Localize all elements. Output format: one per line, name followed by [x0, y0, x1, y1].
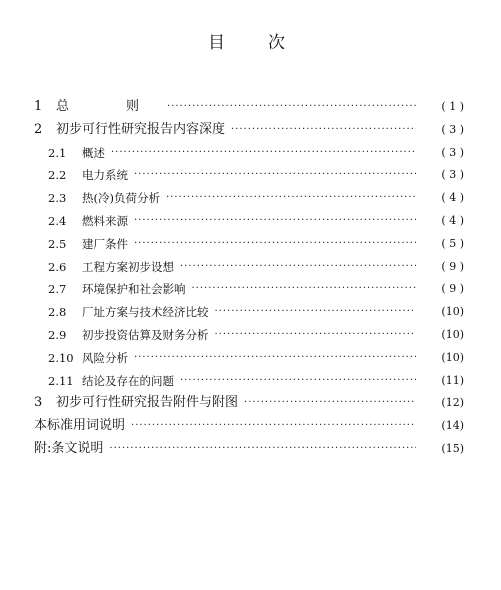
toc-entry-label: 初步可行性研究报告内容深度	[56, 121, 226, 137]
toc-entry-label: 附:条文说明	[34, 440, 104, 456]
dot-leader	[180, 256, 416, 279]
toc-entry-label: 结论及存在的问题	[82, 373, 174, 388]
dot-leader	[131, 415, 416, 438]
toc-entry-page: (14)	[441, 419, 464, 433]
table-of-contents	[34, 96, 464, 461]
toc-entry-number: 2.3	[48, 191, 67, 206]
dot-leader	[231, 119, 416, 142]
toc-entry-2-6[interactable]	[34, 256, 464, 279]
toc-entry-page: ( 9 )	[441, 259, 464, 273]
toc-entry-page: (15)	[441, 441, 464, 455]
toc-entry-2-3[interactable]	[34, 187, 464, 210]
toc-entry-label: 初步投资估算及财务分析	[82, 327, 209, 342]
toc-entry-label: 总 则	[56, 99, 162, 114]
toc-entry-label: 电力系统	[82, 168, 128, 183]
toc-entry-label: 建厂条件	[82, 236, 128, 251]
toc-entry-2-1[interactable]	[34, 142, 464, 165]
toc-entry-page: ( 1 )	[441, 100, 464, 113]
toc-entry-2-11[interactable]	[34, 370, 464, 393]
toc-entry-2-2[interactable]	[34, 164, 464, 187]
dot-leader	[180, 370, 416, 393]
toc-entry-page: ( 4 )	[441, 191, 464, 205]
dot-leader	[215, 301, 417, 324]
dot-leader	[134, 210, 416, 233]
toc-entry-page: ( 3 )	[441, 122, 464, 136]
toc-entry-number: 2.4	[48, 213, 67, 228]
dot-leader	[166, 187, 416, 210]
toc-entry-number: 2.1	[48, 145, 67, 160]
toc-entry-label: 概述	[82, 145, 105, 160]
toc-entry-page: ( 5 )	[441, 236, 464, 250]
toc-entry-number: 2	[34, 121, 43, 137]
toc-entry-2[interactable]	[34, 119, 464, 142]
toc-entry-page: ( 3 )	[441, 168, 464, 182]
toc-entry-label: 燃料来源	[82, 213, 128, 228]
toc-entry-word-usage[interactable]	[34, 415, 464, 438]
toc-entry-number: 2.6	[48, 259, 67, 274]
toc-entry-2-7[interactable]	[34, 278, 464, 301]
toc-entry-page: ( 4 )	[441, 213, 464, 227]
toc-entry-page: (10)	[441, 350, 464, 364]
toc-entry-2-5[interactable]	[34, 233, 464, 256]
toc-entry-label: 风险分析	[82, 350, 128, 365]
toc-entry-label: 工程方案初步设想	[82, 259, 174, 274]
toc-entry-3[interactable]	[34, 392, 464, 415]
toc-entry-2-10[interactable]	[34, 347, 464, 370]
toc-entry-2-4[interactable]	[34, 210, 464, 233]
toc-entry-number: 2.10	[48, 350, 74, 365]
toc-entry-appendix[interactable]	[34, 438, 464, 461]
dot-leader	[134, 164, 416, 187]
toc-entry-label: 厂址方案与技术经济比较	[82, 305, 209, 320]
toc-entry-number: 2.5	[48, 236, 67, 251]
toc-entry-label: 本标准用词说明	[34, 418, 126, 434]
dot-leader	[109, 438, 416, 461]
dot-leader	[167, 96, 416, 119]
title-char-2: 次	[268, 33, 285, 53]
dot-leader	[215, 324, 417, 347]
title-char-1: 目	[208, 33, 225, 53]
toc-entry-label: 初步可行性研究报告附件与附图	[56, 395, 239, 411]
toc-entry-number: 1	[34, 99, 43, 114]
toc-entry-2-8[interactable]	[34, 301, 464, 324]
toc-entry-page: (10)	[441, 305, 464, 319]
toc-entry-label: 环境保护和社会影响	[82, 282, 186, 297]
toc-entry-number: 2.8	[48, 305, 67, 320]
toc-entry-number: 2.11	[48, 373, 74, 388]
dot-leader	[111, 142, 416, 165]
toc-entry-number: 2.9	[48, 327, 67, 342]
toc-entry-number: 2.7	[48, 282, 67, 297]
toc-entry-2-9[interactable]	[34, 324, 464, 347]
toc-entry-1[interactable]	[34, 96, 464, 119]
toc-entry-number: 2.2	[48, 168, 67, 183]
dot-leader	[134, 233, 416, 256]
toc-entry-page: ( 3 )	[441, 145, 464, 159]
toc-entry-label: 热(冷)负荷分析	[82, 191, 160, 206]
toc-entry-page: (10)	[441, 327, 464, 341]
dot-leader	[134, 347, 416, 370]
toc-entry-number: 3	[34, 395, 43, 411]
toc-entry-page: ( 9 )	[441, 282, 464, 296]
dot-leader	[192, 278, 417, 301]
dot-leader	[244, 392, 416, 415]
toc-entry-page: (11)	[441, 373, 464, 387]
toc-entry-page: (12)	[441, 396, 464, 410]
